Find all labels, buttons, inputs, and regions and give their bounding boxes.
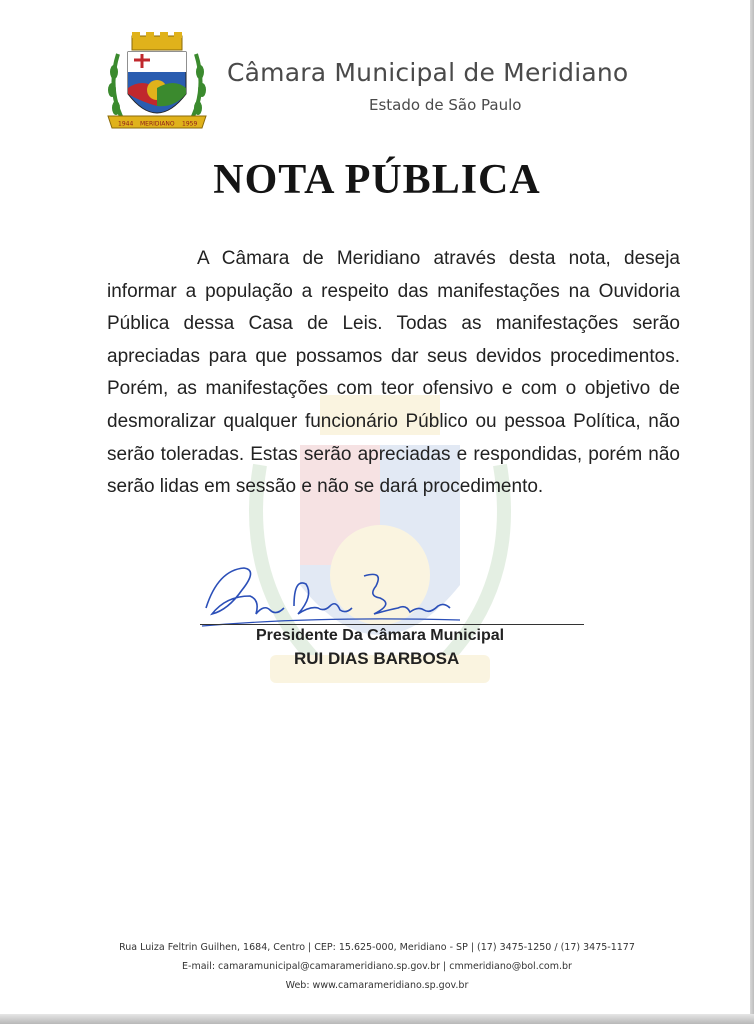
institution-state: Estado de São Paulo [369,96,522,114]
scan-edge-bottom [0,1014,754,1024]
footer-email: E-mail: camaramunicipal@camarameridiano.sp.gov.br | cmmeridiano@bol.com.br [182,961,572,972]
signer-role: Presidente Da Câmara Municipal [256,627,505,644]
coat-of-arms-icon [104,32,210,142]
institution-name: Câmara Municipal de Meridiano [227,58,629,87]
ribbon-year-left: 1944 [118,120,134,128]
scan-edge-right [750,0,754,1024]
document-title: NOTA PÚBLICA [213,157,541,203]
signer-name: RUI DIAS BARBOSA [294,649,460,668]
document-body: A Câmara de Meridiano através desta nota, deseja informar a população a respeito das manifestações na Ouvidoria Pública dessa Casa de Leis. Todas as manifestações serão apreciadas para que possamos dar seus devidos procedimentos. Porém, as manifestações com teor ofensivo e com o objetivo de desmoralizar qualquer funcionário Público ou pessoa Política, não serão toleradas. Estas serão apreciadas e respondidas, porém não serão lidas em sessão e não se dará procedimento. [107,248,680,498]
footer-web: Web: www.camarameridiano.sp.gov.br [285,980,469,991]
ribbon-name: MERIDIANO [140,120,175,128]
signature-line [200,624,584,625]
footer-address: Rua Luiza Feltrin Guilhen, 1684, Centro | CEP: 15.625-000, Meridiano - SP | (17) 3475-1250 / (17) 3475-1177 [119,942,635,953]
ribbon-year-right: 1959 [182,120,198,128]
footer [0,938,754,995]
